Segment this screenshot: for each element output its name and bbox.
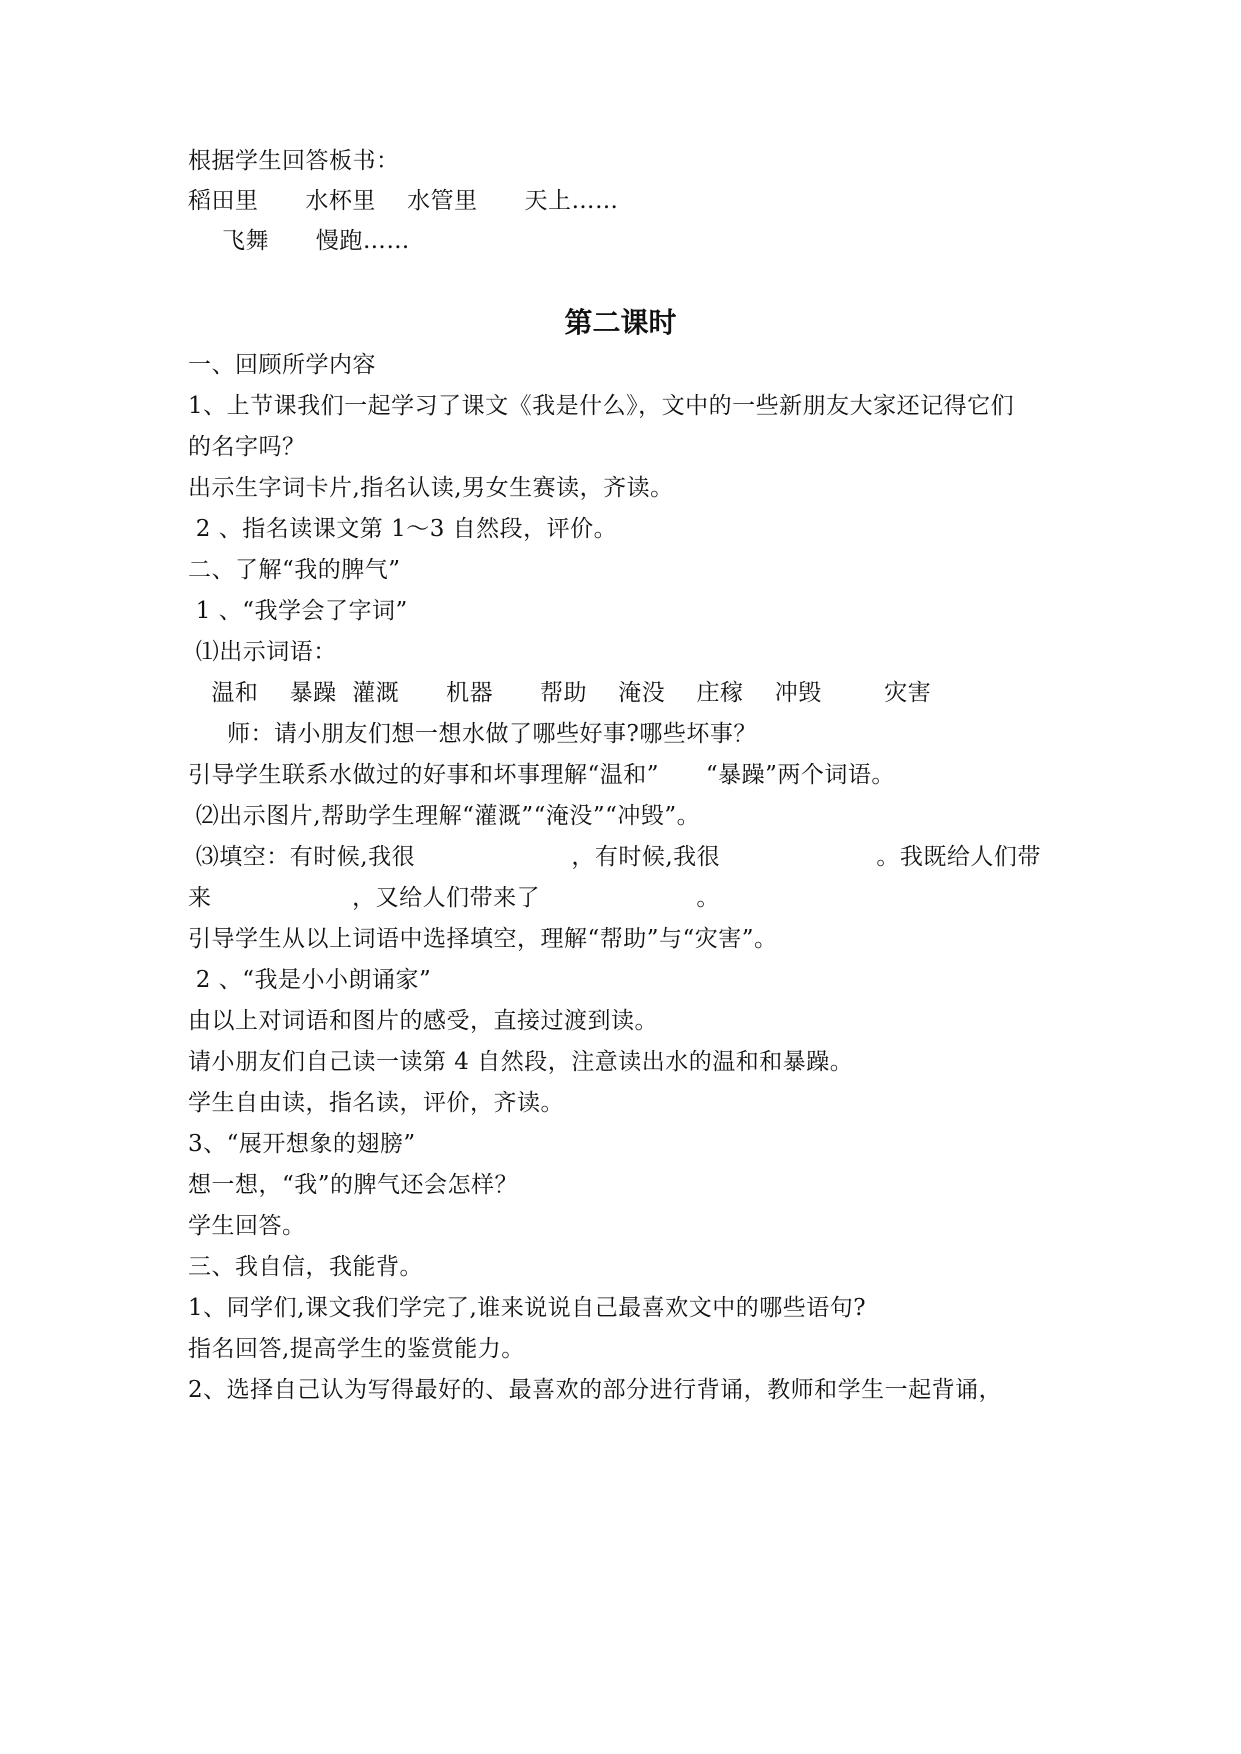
paragraph-line: 由以上对词语和图片的感受，直接过渡到读。 bbox=[188, 1008, 658, 1034]
paragraph-line: 2 、“我是小小朗诵家” bbox=[188, 967, 432, 993]
paragraph-line: 一、回顾所学内容 bbox=[188, 352, 376, 378]
section-heading: 二、了解“我的脾气” bbox=[188, 557, 401, 583]
paragraph-line: 请小朋友们自己读一读第 4 自然段，注意读出水的温和和暴躁。 bbox=[188, 1049, 854, 1075]
paragraph-line: 2、选择自己认为写得最好的、最喜欢的部分进行背诵，教师和学生一起背诵， bbox=[188, 1377, 1003, 1403]
paragraph-line: 学生回答。 bbox=[188, 1213, 306, 1239]
board-note-intro: 根据学生回答板书： bbox=[188, 148, 400, 174]
paragraph-line: 引导学生从以上词语中选择填空，理解“帮助”与“灾害”。 bbox=[188, 926, 778, 952]
board-note-actions: 飞舞 慢跑…… bbox=[222, 228, 410, 254]
paragraph-line: 3、“展开想象的翅膀” bbox=[188, 1131, 416, 1157]
section-heading: 三、我自信，我能背。 bbox=[188, 1254, 423, 1280]
vocabulary-line: 温和 暴躁 灌溉 机器 帮助 淹没 庄稼 冲毁 灾害 bbox=[188, 680, 932, 706]
paragraph-line: ⑴出示词语： bbox=[188, 639, 337, 665]
paragraph-line: 师：请小朋友们想一想水做了哪些好事?哪些坏事？ bbox=[188, 721, 757, 747]
lesson-title: 第二课时 bbox=[564, 306, 677, 339]
fill-blank-line: ⑶填空：有时候,我很 ，有时候,我很 。我既给人们带 bbox=[188, 844, 1041, 870]
paragraph-line: 1 、“我学会了字词” bbox=[188, 598, 408, 624]
paragraph-line: 指名回答,提高学生的鉴赏能力。 bbox=[188, 1336, 525, 1362]
paragraph-line: 1、上节课我们一起学习了课文《我是什么》，文中的一些新朋友大家还记得它们 bbox=[188, 393, 1015, 419]
board-note-places: 稻田里 水杯里 水管里 天上…… bbox=[188, 188, 619, 214]
paragraph-line: 1、同学们,课文我们学完了,谁来说说自己最喜欢文中的哪些语句? bbox=[188, 1295, 867, 1321]
paragraph-line: ⑵出示图片,帮助学生理解“灌溉”“淹没”“冲毁”。 bbox=[188, 803, 701, 829]
paragraph-line: 学生自由读，指名读，评价，齐读。 bbox=[188, 1090, 564, 1116]
fill-blank-line: 来 ，又给人们带来了 。 bbox=[188, 885, 720, 911]
paragraph-line: 引导学生联系水做过的好事和坏事理解“温和” “暴躁”两个词语。 bbox=[188, 762, 895, 788]
paragraph-line: 想一想，“我”的脾气还会怎样？ bbox=[188, 1172, 519, 1198]
paragraph-line: 出示生字词卡片,指名认读,男女生赛读，齐读。 bbox=[188, 475, 674, 501]
paragraph-line: 2 、指名读课文第 1～3 自然段，评价。 bbox=[188, 516, 618, 542]
paragraph-line: 的名字吗？ bbox=[188, 434, 306, 460]
